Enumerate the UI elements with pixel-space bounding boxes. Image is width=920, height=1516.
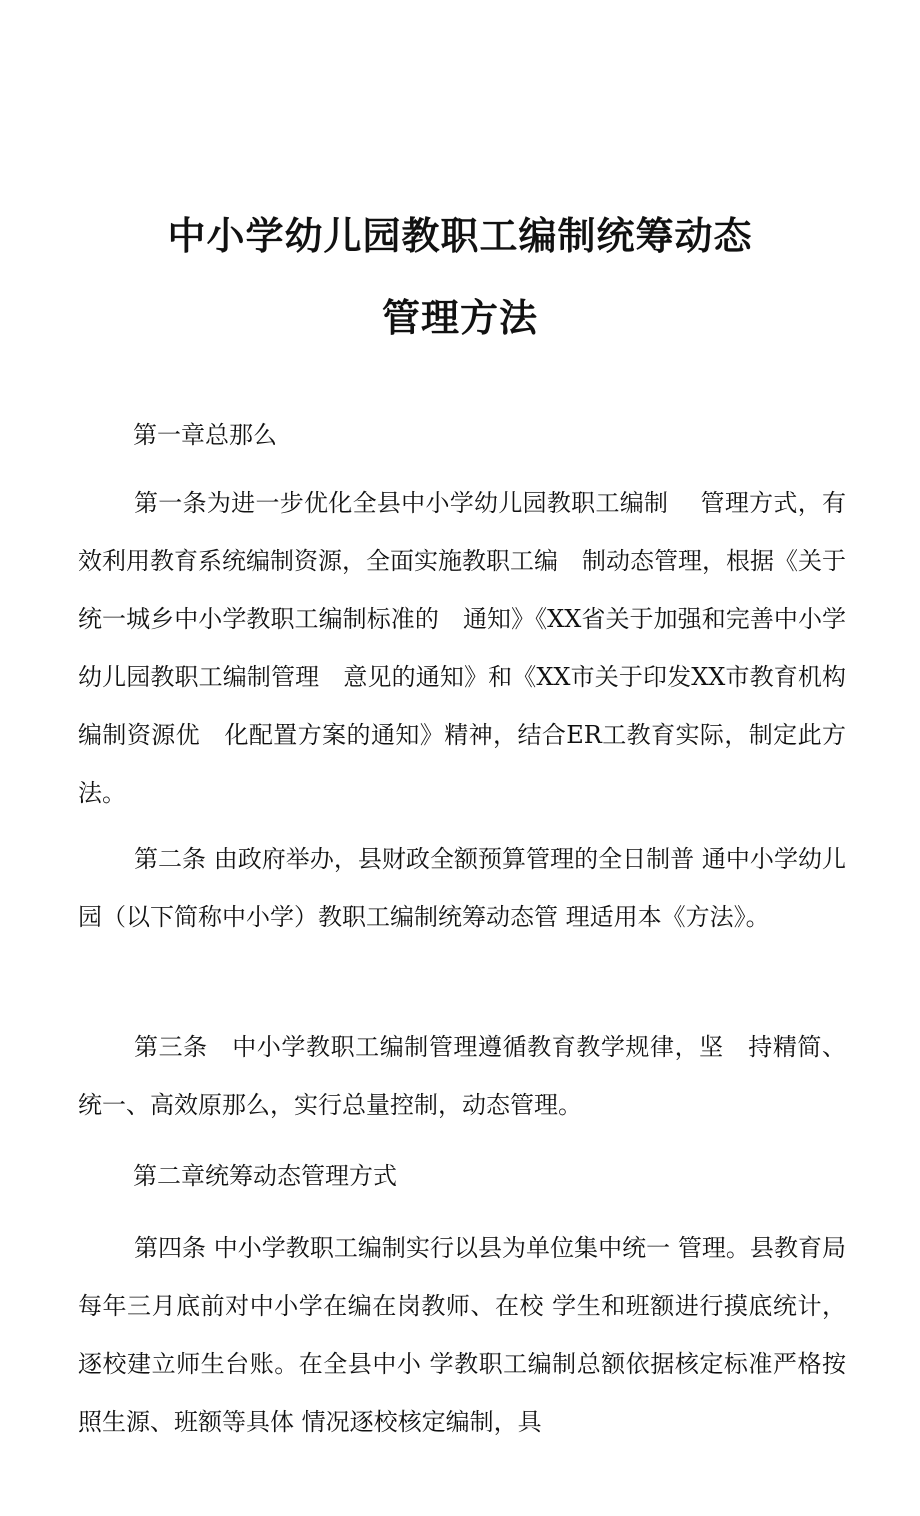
document-title-line-2: 管理方法 <box>381 296 538 340</box>
document-title-line-1: 中小学幼儿园教职工编制统筹动态 <box>167 214 753 258</box>
article-2: 第二条 由政府举办，县财政全额预算管理的全日制普 通中小学幼儿园（以下简称中小学）教职工编制统筹动态管 理适用本《方法》。 <box>78 845 846 931</box>
article-3: 第三条 中小学教职工编制管理遵循教育教学规律，坚 持精简、统一、高效原那么，实行总量控制，动态管理。 <box>78 1033 846 1119</box>
article-4: 第四条 中小学教职工编制实行以县为单位集中统一 管理。县教育局每年三月底前对中小学在编在岗教师、在校 学生和班额进行摸底统计，逐校建立师生台账。在全县中小 学教职工编制总额依据核定标准严格按照生源、班额等具体 情况逐校核定编制，具 <box>78 1234 846 1436</box>
article-1: 第一条为进一步优化全县中小学幼儿园教职工编制 管理方式，有效利用教育系统编制资源，全面实施教职工编 制动态管理，根据《关于统一城乡中小学教职工编制标准的 通知》《XX省关于加强和完善中小学幼儿园教职工编制管理 意见的通知》和《XX市关于印发XX市教育机构编制资源优 化配置方案的通知》精神，结合ER工教育实际，制定此方法。 <box>78 489 846 807</box>
chapter-heading-2: 第二章统筹动态管理方式 <box>133 1162 397 1190</box>
chapter-heading-1: 第一章总那么 <box>133 421 277 449</box>
